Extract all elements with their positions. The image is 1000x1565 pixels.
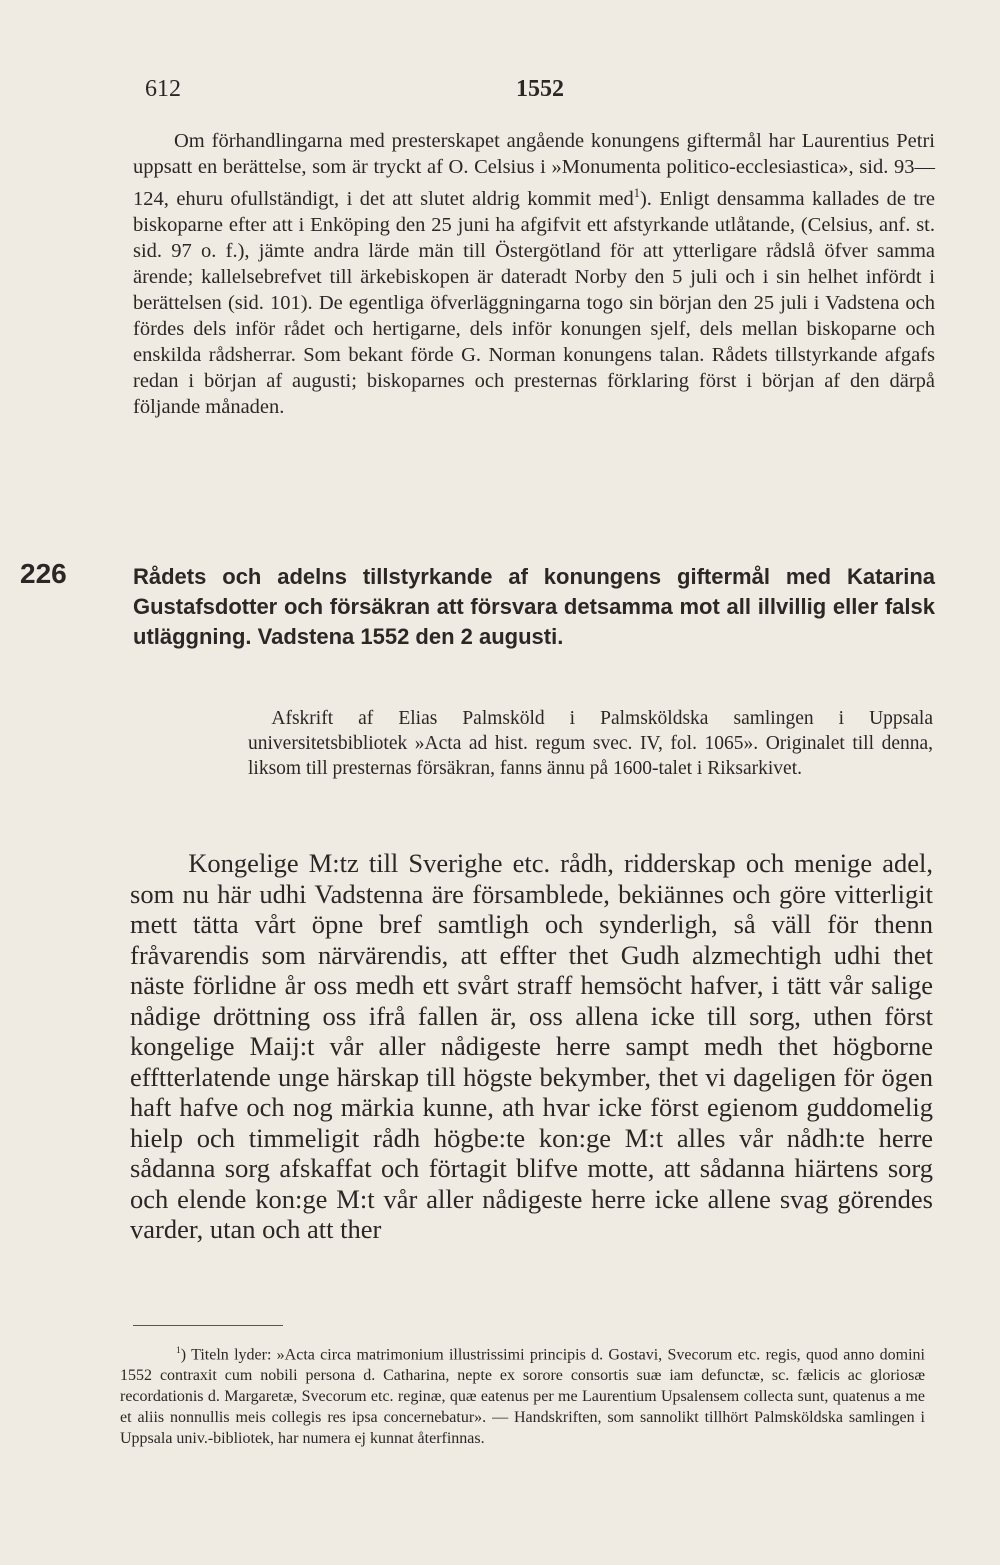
source-note — [248, 706, 933, 781]
letter-text: Kongelige M:tz till Sverighe etc. rådh, ridderskap och menige adel, som nu här udhi Vadstenna äre församblede, bekiännes och göre vitterligit mett tätta vårt öpne bref samtligh och synderligh, så väll för thenn fråvarendis som närvärendis, att effter thet Gudh alzmechtigh udhi thet näste förlidne år oss medh ett svårt straff hemsöcht hafver, i tätt vår salige nådige dröttning oss ifrå fallen är, oss allena icke till sorg, uthen först kongelige Maij:t vår aller nådigeste herre sampt medh thet högborne efftterlatende unge härskap till högste bekymber, thet vi dageligen för ögen haft hafve och nog märkia kunne, ath hvar icke först egienom guddomelig hielp och timmeligit rådh högbe:te kon:ge M:t alles vår nådh:te herre sådanna sorg afskaffat och förtagit blifve motte, att sådanna hiärtens sorg och elende kon:ge M:t vår aller nådigeste herre icke allene svag görendes varder, utan och att ther — [130, 848, 933, 1244]
source-note-text: Afskrift af Elias Palmsköld i Palmsköldska samlingen i Uppsala universitetsbibliotek »Acta ad hist. regum svec. IV, fol. 1065». Originalet till denna, liksom till presternas försäkran, fanns ännu på 1600-talet i Riksarkivet. — [248, 708, 933, 779]
intro-text-part-2: ). Enligt densamma kallades de tre biskoparne efter att i Enköping den 25 juni ha afgifvit ett afstyrkande utlåtande, (Celsius, anf. st. sid. 97 o. f.), jämte andra lärde män till Östergötland för att ytterligare rådslå öfver samma ärende; kallelsebrefvet till ärkebiskopen är dateradt Norby den 5 juli och i sin helhet infördt i berättelsen (sid. 101). De egentliga öfverläggningarna togo sin början den 25 juli i Vadstena och fördes dels inför rådet och hertigarne, dels inför konungen sjelf, dels mellan biskoparne och enskilda rådsherrar. Som bekant förde G. Norman konungens talan. Rådets tillstyrkande afgafs redan i början af augusti; biskoparnes och presternas förklaring först i början af den därpå följande månaden. — [133, 187, 935, 418]
document-number: 226 — [20, 558, 67, 589]
page-number: 612 — [145, 76, 181, 102]
running-head-year: 1552 — [516, 76, 564, 102]
intro-paragraph — [133, 128, 935, 420]
running-header — [145, 76, 935, 116]
letter-text-block — [130, 848, 933, 1245]
footnote-marker: 1 — [176, 1345, 181, 1356]
footnote-divider — [133, 1325, 283, 1326]
footnote — [120, 1340, 925, 1449]
footnote-text: ) Titeln lyder: »Acta circa matrimonium illustrissimi principis d. Gostavi, Svecorum etc. regis, quod anno domini 1552 contraxit cum nobili persona d. Catharina, nepte ex sorore consortis suæ iam defunctæ, sc. fælicis ac gloriosæ recordationis d. Margaretæ, Svecorum etc. reginæ, quæ eatenus per me Laurentium Upsalensem collecta sunt, quatenus a me et aliis nonnullis meis collegis res ipsa concernebatur». — Handskriften, som sannolikt tillhört Palmsköldska samlingen i Uppsala univ.-bibliotek, har numera ej kunnat återfinnas. — [120, 1346, 925, 1448]
document-heading: Rådets och adelns tillstyrkande af konungens giftermål med Katarina Gustafsdotter och försäkran att försvara detsamma mot all illvillig eller falsk utläggning. Vadstena 1552 den 2 augusti. — [133, 564, 935, 649]
intro-text-part-1: Om förhandlingarna med presterskapet angående konungens giftermål har Laurentius Petri uppsatt en berättelse, som är tryckt af O. Celsius i »Monumenta politico-ecclesiastica», sid. 93—124, ehuru ofullständigt, i det att slutet aldrig kommit med — [133, 130, 935, 210]
footnote-reference[interactable]: 1 — [633, 186, 640, 200]
